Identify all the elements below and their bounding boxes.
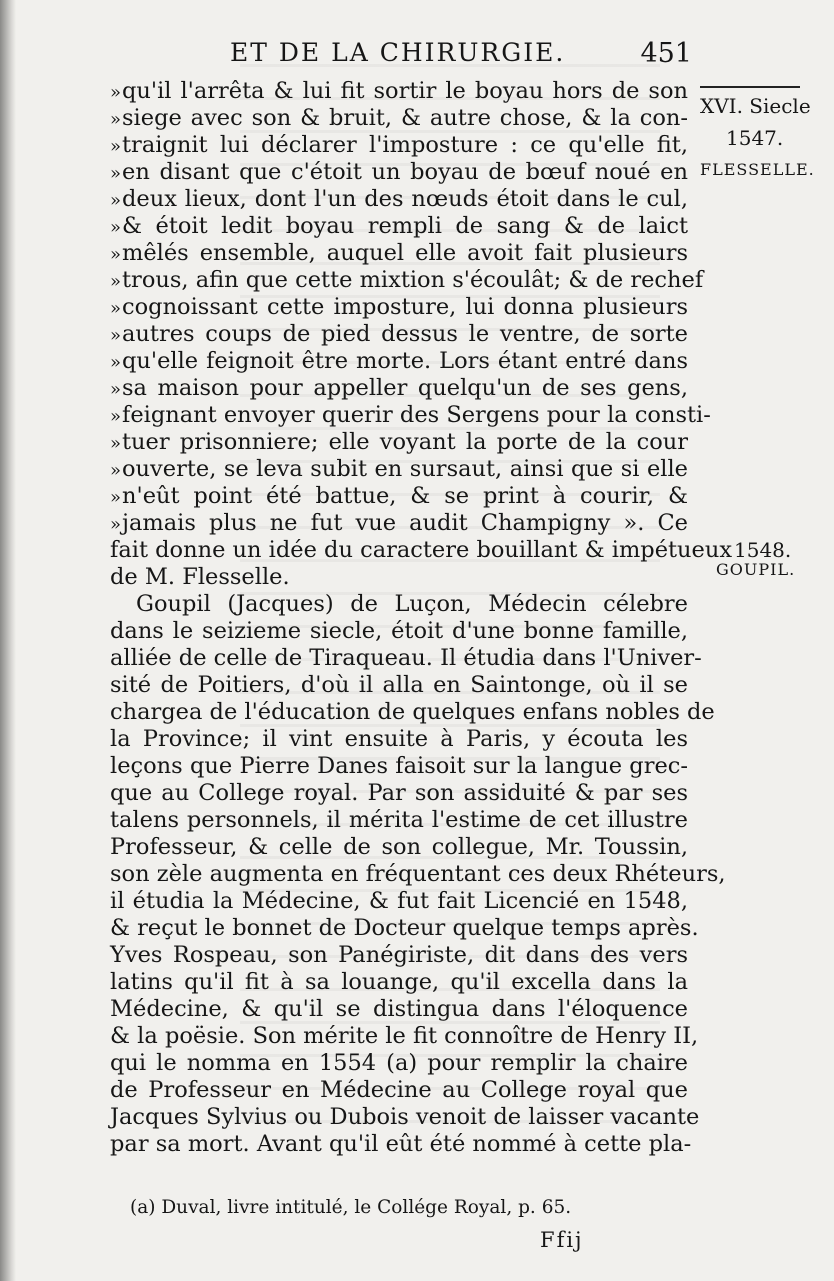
text-line (110, 645, 702, 672)
text-line (110, 1050, 688, 1077)
line-text: Goupil (Jacques) de Luçon, Médecin célebre (136, 591, 688, 617)
line-text: sa maison pour appeller quelqu'un de ses gens, (122, 375, 688, 401)
quote-mark: » (110, 460, 120, 481)
quote-mark: » (110, 406, 120, 427)
line-text: la Province; il vint ensuite à Paris, y écouta les (110, 726, 688, 752)
line-text: Médecine, & qu'il se distingua dans l'éloquence (110, 996, 688, 1022)
text-line (110, 1104, 700, 1131)
text-line (110, 213, 688, 240)
quoted-passage (110, 78, 711, 537)
line-text: sité de Poitiers, d'où il alla en Saintonge, où il se (110, 672, 688, 698)
quote-mark: » (110, 163, 120, 184)
line-text: n'eût point été battue, & se print à courir, & (122, 483, 688, 509)
text-line (110, 834, 688, 861)
quote-mark: » (110, 244, 120, 265)
page-edge (0, 0, 16, 1281)
line-text: Jacques Sylvius ou Dubois venoit de laisser vacante (110, 1104, 700, 1130)
line-text: & reçut le bonnet de Docteur quelque temps après. (110, 915, 699, 941)
text-line (110, 1131, 692, 1158)
text-line (110, 591, 688, 618)
text-line (110, 294, 688, 321)
line-text: tuer prisonniere; elle voyant la porte de la cour (122, 429, 688, 455)
line-text: leçons que Pierre Danes faisoit sur la langue grec- (110, 753, 688, 779)
text-line (110, 888, 688, 915)
text-line (110, 780, 688, 807)
line-text: talens personnels, il mérita l'estime de cet illustre (110, 807, 688, 833)
text-line (110, 402, 711, 429)
page-header (112, 38, 692, 72)
quote-mark: » (110, 352, 120, 373)
text-line (110, 699, 715, 726)
signature-mark: Ffij (540, 1228, 584, 1252)
text-line (110, 861, 726, 888)
main-text (110, 78, 733, 1158)
quote-mark: » (110, 136, 120, 157)
line-text: de M. Flesselle. (110, 564, 290, 590)
line-text: ouverte, se leva subit en sursaut, ainsi que si elle (122, 456, 688, 482)
text-line (110, 1023, 699, 1050)
text-line (110, 510, 688, 537)
line-text: dans le seizieme siecle, étoit d'une bonne famille, (110, 618, 688, 644)
text-line (110, 321, 688, 348)
margin-note-name: GOUPIL. (716, 560, 796, 579)
line-text: Yves Rospeau, son Panégiriste, dit dans des vers (110, 942, 688, 968)
margin-note-name: FLESSELLE. (700, 160, 815, 179)
line-text: qu'il l'arrêta & lui fit sortir le boyau hors de son (122, 78, 688, 104)
commentary (110, 537, 733, 591)
margin-note-year: 1547. (726, 126, 784, 150)
text-line (110, 969, 688, 996)
quote-mark: » (110, 271, 120, 292)
line-text: chargea de l'éducation de quelques enfans nobles de (110, 699, 715, 725)
footnote: (a) Duval, livre intitulé, le Collége Royal, p. 65. (130, 1197, 572, 1218)
page-number: 451 (640, 38, 692, 69)
quote-mark: » (110, 217, 120, 238)
line-text: Professeur, & celle de son collegue, Mr. Toussin, (110, 834, 688, 860)
text-line (110, 807, 688, 834)
text-line (110, 375, 688, 402)
line-text: qu'elle feignoit être morte. Lors étant entré dans (122, 348, 688, 374)
quote-mark: » (110, 325, 120, 346)
text-line (110, 1077, 688, 1104)
line-text: mêlés ensemble, auquel elle avoit fait plusieurs (122, 240, 688, 266)
quote-mark: » (110, 298, 120, 319)
line-text: feignant envoyer querir des Sergens pour la consti- (122, 402, 711, 428)
quote-mark: » (110, 514, 120, 535)
line-text: siege avec son & bruit, & autre chose, & la con- (122, 105, 688, 131)
text-line (110, 537, 733, 564)
line-text: il étudia la Médecine, & fut fait Licencié en 1548, (110, 888, 688, 914)
text-line (110, 78, 688, 105)
text-line (110, 132, 688, 159)
text-line (110, 942, 688, 969)
text-line (110, 618, 688, 645)
text-line (110, 267, 704, 294)
quote-mark: » (110, 379, 120, 400)
line-text: & étoit ledit boyau rempli de sang & de laict (122, 213, 688, 239)
line-text: fait donne un idée du caractere bouillant & impétueux (110, 537, 733, 563)
text-line (110, 726, 688, 753)
line-text: que au College royal. Par son assiduité & par ses (110, 780, 688, 806)
text-line (110, 915, 699, 942)
running-head: ET DE LA CHIRURGIE. (230, 38, 566, 67)
text-line (110, 240, 688, 267)
line-text: jamais plus ne fut vue audit Champigny ». Ce (122, 510, 688, 536)
line-text: trous, afin que cette mixtion s'écoulât; & de rechef (122, 267, 704, 293)
text-line (110, 348, 688, 375)
margin-note-year: 1548. (734, 538, 792, 562)
line-text: alliée de celle de Tiraqueau. Il étudia dans l'Univer- (110, 645, 702, 671)
text-line (110, 186, 688, 213)
text-line (110, 564, 688, 591)
margin-rule (700, 86, 800, 88)
text-line (110, 456, 688, 483)
text-line (110, 105, 688, 132)
text-line (110, 996, 688, 1023)
quote-mark: » (110, 109, 120, 130)
line-text: & la poësie. Son mérite le fit connoître de Henry II, (110, 1023, 699, 1049)
line-text: son zèle augmenta en fréquentant ces deux Rhéteurs, (110, 861, 726, 887)
text-line (110, 672, 688, 699)
quote-mark: » (110, 487, 120, 508)
text-line (110, 159, 688, 186)
text-line (110, 753, 688, 780)
line-text: en disant que c'étoit un boyau de bœuf noué en (122, 159, 688, 185)
text-line (110, 483, 688, 510)
paragraph-goupil (110, 591, 726, 1158)
line-text: qui le nomma en 1554 (a) pour remplir la chaire (110, 1050, 688, 1076)
line-text: cognoissant cette imposture, lui donna plusieurs (122, 294, 688, 320)
margin-note-century: XVI. Siecle (700, 94, 811, 118)
line-text: deux lieux, dont l'un des nœuds étoit dans le cul, (122, 186, 688, 212)
text-line (110, 429, 688, 456)
line-text: traignit lui déclarer l'imposture : ce qu'elle fit, (122, 132, 688, 158)
quote-mark: » (110, 82, 120, 103)
line-text: autres coups de pied dessus le ventre, de sorte (122, 321, 688, 347)
quote-mark: » (110, 190, 120, 211)
line-text: latins qu'il fit à sa louange, qu'il excella dans la (110, 969, 688, 995)
line-text: par sa mort. Avant qu'il eût été nommé à cette pla- (110, 1131, 692, 1157)
quote-mark: » (110, 433, 120, 454)
line-text: de Professeur en Médecine au College royal que (110, 1077, 688, 1103)
